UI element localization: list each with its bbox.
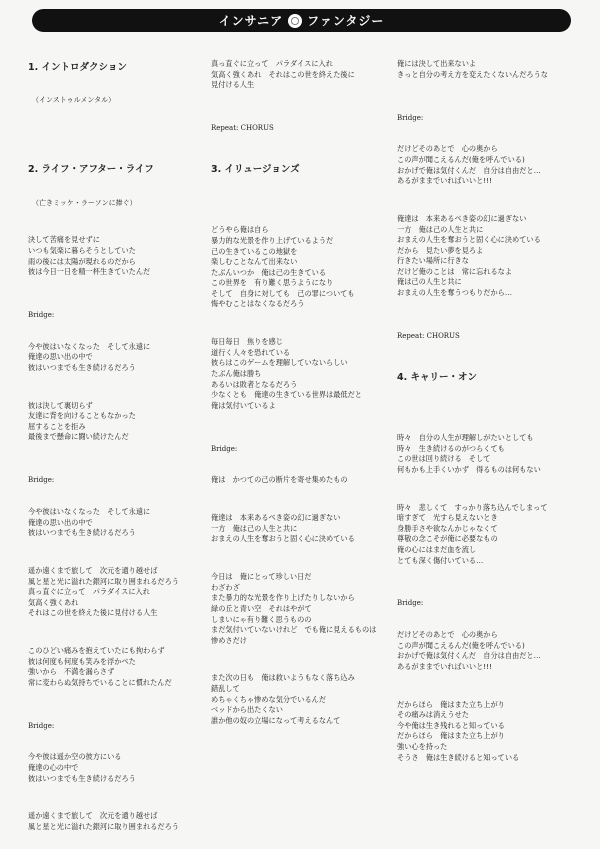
song4-title: 4. キャリー・オン <box>397 371 478 383</box>
verse-block: このひどい痛みを抱えていたにも拘わらず 彼は何度も何度も笑みを浮かべた 強いから 不満を漏らさず 常に変わらぬ気持ちでいることに慣れたんだ <box>28 646 172 687</box>
header-left-text: インサニア <box>218 14 284 28</box>
lyrics-column-2 <box>211 38 387 743</box>
song2-subtitle: （亡きミッケ・ラーソンに捧ぐ） <box>32 198 137 207</box>
bridge-block: 今や彼はいなくなった そして永遠に 俺達の思い出の中で 彼はいつまでも生き続けるだろう <box>28 506 151 538</box>
verse-block: だからほら 俺はまた立ち上がり その痛みは消えうせた 今や俺は生き残れると知っている だからほら 俺はまた立ち上がり 強い心を持った そうさ 俺は生き続けると知っている <box>397 699 520 762</box>
bridge-block: だけどそのあとで 心の奥から この声が聞こえるんだ(俺を呼んでいる) おかげで俺は気付くんだ 自分は自由だと… あるがままでいればいいと!!! <box>397 144 541 186</box>
verse-block: 俺達は 本来あるべき姿の幻に過ぎない 一方 俺は己の人生と共に おまえの人生を奪おうと固く心に決めている だから 見たい夢を見ろよ 行きたい場所に行きな だけど俺のことは 常に忘れるなよ 俺は己の人生と共に おまえの人生を奪うつもりだから… <box>397 213 541 298</box>
song1-subtitle: （インストゥルメンタル） <box>32 96 116 105</box>
verse-block: 彼は決して裏切らず 友達に背を向けることもなかった 屈することを拒み 最後まで懸命に闘い続けたんだ <box>28 400 136 442</box>
verse-block: どうやら俺は自ら 暴力的な光景を作り上げているようだ 己の生きているこの地獄を 楽しむことなんて出来ない たぶんいつか 俺は己の生きている この世界を 有り難く思うようになり そして 自身に対しても 己の罪についても 悔やむことはなくなるだろう <box>211 225 355 309</box>
header-right-text: ファンタジー <box>307 14 385 28</box>
album-header-banner <box>32 9 571 32</box>
verse-block: 遥か遠くまで旅して 次元を通り越せば 風と星と光に溢れた銀河に取り囲まれるだろう <box>28 811 179 831</box>
bridge-label: Bridge: <box>28 310 55 319</box>
bridge-label: Bridge: <box>28 721 55 730</box>
verse-block: 決して苦痛を見せずに いつも気楽に暮らそうとしていた 雨の後には太陽が現れるのだから 彼は今日一日を精一杯生きていたんだ <box>28 235 151 277</box>
verse-block: 毎日毎日 焦りを感じ 道行く人々を恐れている 彼らはこのゲームを理解していないらしい たぶん俺は勝ち あるいは敗者となるだろう 少なくとも 俺達の生きている世界は最低だと 俺は気付いているよ <box>211 337 362 410</box>
song2-title: 2. ライフ・アフター・ライフ <box>28 164 154 176</box>
bridge-block: 今や彼はいなくなった そして永遠に 俺達の思い出の中で 彼はいつまでも生き続けるだろう <box>28 341 151 372</box>
bridge-label: Bridge: <box>28 476 55 485</box>
bridge-label: Bridge: <box>211 444 238 453</box>
verse-block: 今日は 俺にとって珍しい日だ わざわざ また暴力的な光景を作り上げたりしないから 緑の丘と青い空 それはやがて しまいにゃ有り難く思うものの まだ気付いていないけれど でも俺に見えるものは 惨めさだけ <box>211 572 377 645</box>
verse-block: 時々 自分の人生が理解しがたいとしても 時々 生き続けるのがつらくても この世は回り続ける そして 何もかも上手くいかず 得るものは何もない <box>397 433 541 474</box>
bridge-block: 俺は かつての己の断片を寄せ集めたもの <box>211 475 348 485</box>
song1-title: 1. イントロダクション <box>28 62 127 74</box>
lyrics-column-3 <box>397 38 577 780</box>
verse-block: 俺には決して出来ないよ きっと自分の考え方を変えたくないんだろうな <box>397 59 548 79</box>
sun-emblem-icon <box>288 14 302 28</box>
bridge-block: だけどそのあとで 心の奥から この声が聞こえるんだ(俺を呼んでいる) おかげで俺は気付くんだ 自分は自由だと… あるがままでいればいいと!!! <box>397 630 541 671</box>
bridge-label: Bridge: <box>397 113 424 122</box>
verse-block: 時々 悲しくて すっかり落ち込んでしまって 暗すぎて 光すら見えないとき 身勝手さや欲なんかじゃなくて 尊敬の念こそが俺に必要なもの 俺の心にはまだ血を流し とても深く傷付いている… <box>397 502 548 565</box>
bridge-block: 今や彼は遥か空の彼方にいる 俺達の心の中で 彼はいつまでも生き続けるだろう <box>28 752 136 783</box>
repeat-chorus-label: Repeat: CHORUS <box>211 124 274 133</box>
verse-block: 俺達は 本来あるべき姿の幻に過ぎない 一方 俺は己の人生と共に おまえの人生を奪おうと固く心に決めている <box>211 513 355 544</box>
verse-block: 遥か遠くまで旅して 次元を通り越せば 風と星と光に溢れた銀河に取り囲まれるだろう 真っ直ぐに立って パラダイスに入れ 気高く強くあれ それはこの世を終えた後に見付ける人生 <box>28 565 179 618</box>
verse-block: また次の日も 俺は救いようもなく落ち込み 錯乱して めちゃくちゃ惨めな気分でいるんだ ベッドから出たくない 誰か他の奴の立場になって考えるなんて <box>211 673 355 725</box>
verse-block: 真っ直ぐに立って パラダイスに入れ 気高く強くあれ それはこの世を終えた後に 見付ける人生 <box>211 59 355 90</box>
song3-title: 3. イリュージョンズ <box>211 163 300 175</box>
repeat-chorus-label: Repeat: CHORUS <box>397 331 460 340</box>
bridge-label: Bridge: <box>397 599 424 608</box>
lyrics-column-1 <box>28 38 204 849</box>
